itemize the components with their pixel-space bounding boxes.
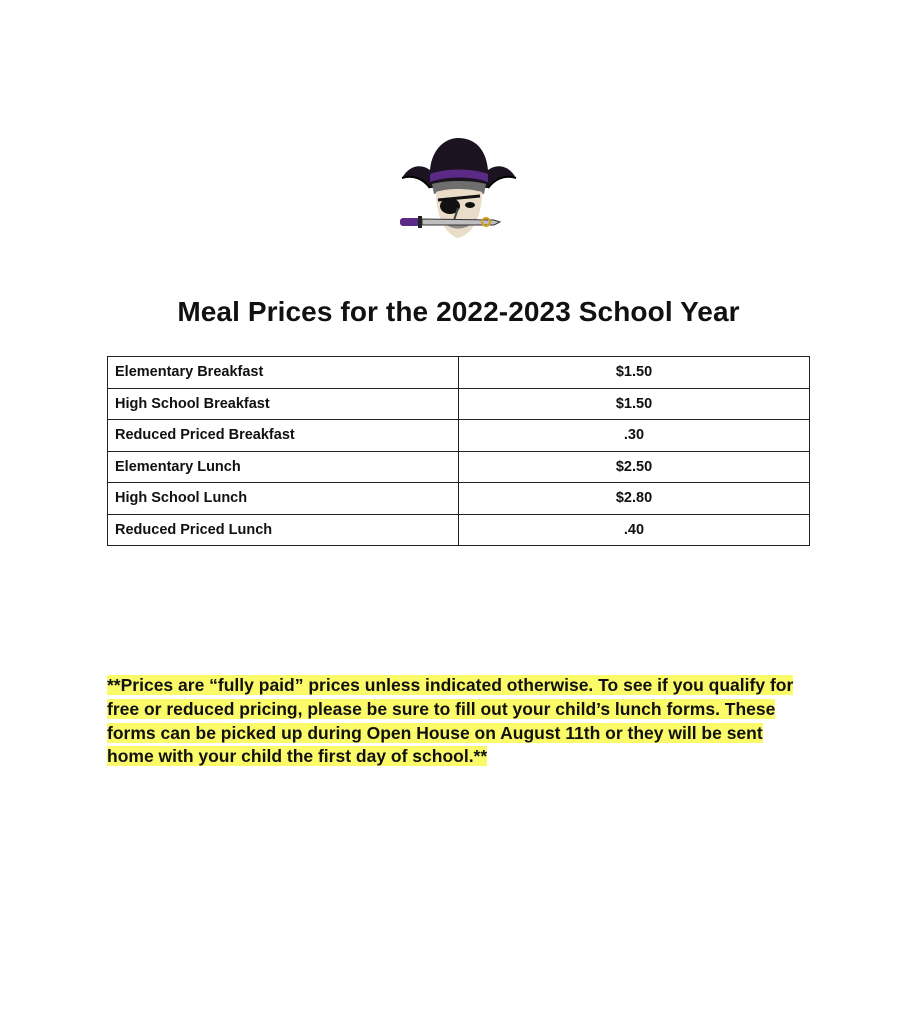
meal-name: Elementary Breakfast bbox=[108, 357, 459, 389]
meal-name: Reduced Priced Breakfast bbox=[108, 420, 459, 452]
meal-price: $2.50 bbox=[459, 451, 810, 483]
meal-name: High School Lunch bbox=[108, 483, 459, 515]
table-row bbox=[108, 483, 810, 515]
meal-name: Elementary Lunch bbox=[108, 451, 459, 483]
table-row bbox=[108, 514, 810, 546]
pricing-note bbox=[107, 674, 807, 769]
meal-price: .30 bbox=[459, 420, 810, 452]
meal-price: .40 bbox=[459, 514, 810, 546]
meal-price: $1.50 bbox=[459, 388, 810, 420]
table-row bbox=[108, 388, 810, 420]
pirate-mascot-icon bbox=[396, 134, 520, 244]
meal-price: $1.50 bbox=[459, 357, 810, 389]
highlighted-note-text: **Prices are “fully paid” prices unless indicated otherwise. To see if you qualify for free or reduced pricing, please be sure to fill out your child’s lunch forms. These forms can be picked up during Open House on August 11th or they will be sent home with your child the first day of school.** bbox=[107, 675, 794, 767]
table-row bbox=[108, 451, 810, 483]
meal-name: Reduced Priced Lunch bbox=[108, 514, 459, 546]
table-row bbox=[108, 420, 810, 452]
page-title: Meal Prices for the 2022-2023 School Year bbox=[177, 296, 740, 327]
meal-price: $2.80 bbox=[459, 483, 810, 515]
table-row bbox=[108, 357, 810, 389]
meal-name: High School Breakfast bbox=[108, 388, 459, 420]
meal-price-table bbox=[107, 356, 810, 546]
